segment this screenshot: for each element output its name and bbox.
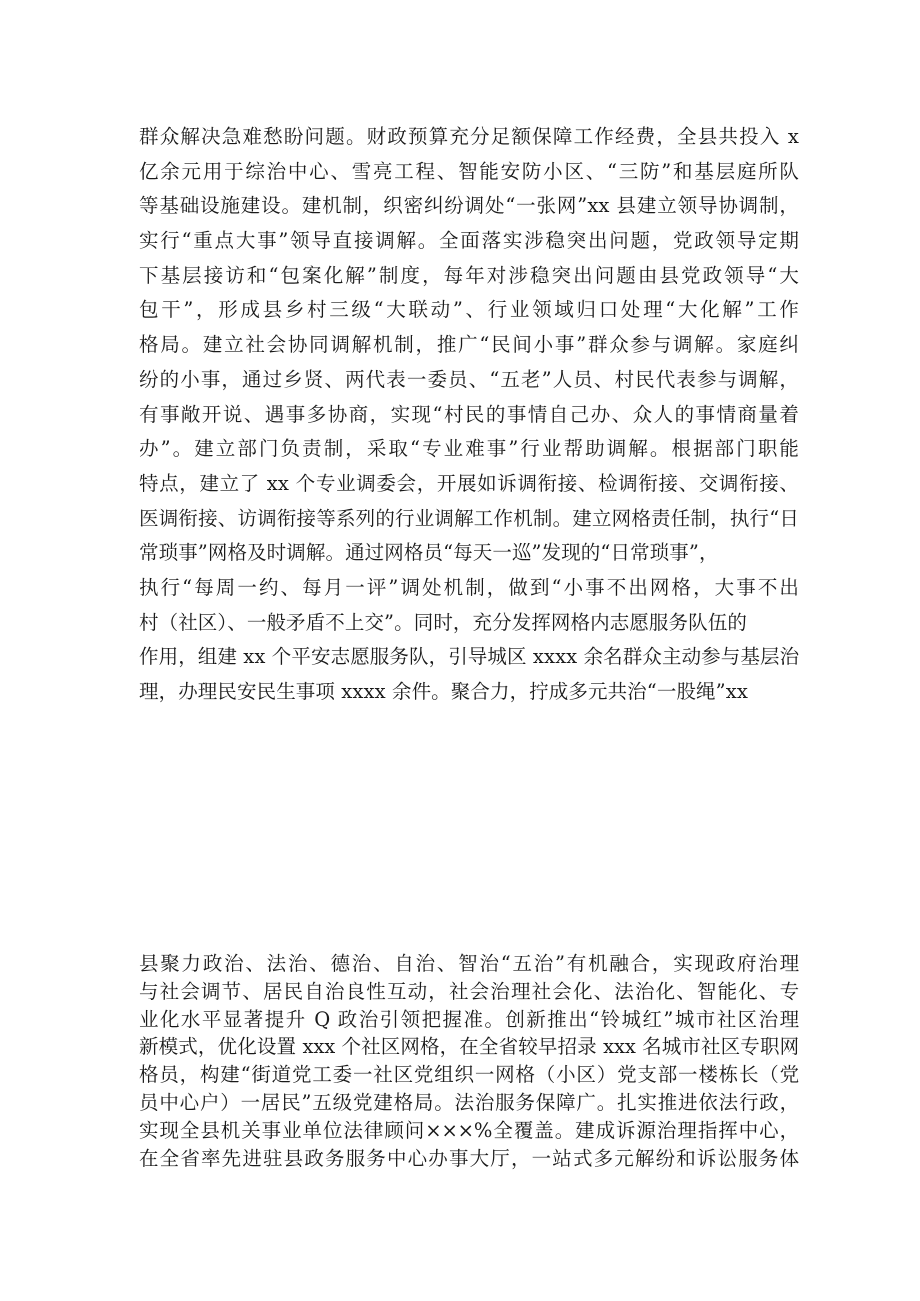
text-line: 实现全县机关事业单位法律顾问×××%全覆盖。建成诉源治理指挥中心， <box>139 1118 799 1142</box>
text-line: 在全省率先进驻县政务服务中心办事大厅，一站式多元解纷和诉讼服务体 <box>139 1146 799 1170</box>
text-line: 纷的小事，通过乡贤、两代表一委员、“五老”人员、村民代表参与调解， <box>139 367 799 391</box>
text-line: 包干”，形成县乡村三级“大联动”、行业领域归口处理“大化解”工作 <box>139 298 799 322</box>
text-line: 员中心户）一居民”五级党建格局。法治服务保障广。扎实推进依法行政， <box>139 1090 799 1114</box>
text-line: 业化水平显著提升 Q 政治引领把握准。创新推出“铃城红”城市社区治理 <box>139 1007 799 1031</box>
text-line: 常琐事”网格及时调解。通过网格员“每天一巡”发现的“日常琐事”， <box>139 541 719 565</box>
text-line: 等基础设施建设。建机制，织密纠纷调处“一张网”xx 县建立领导协调制， <box>139 194 799 218</box>
text-line: 医调衔接、访调衔接等系列的行业调解工作机制。建立网格责任制，执行“日 <box>139 506 799 530</box>
text-line: 实行“重点大事”领导直接调解。全面落实涉稳突出问题，党政领导定期 <box>139 229 799 253</box>
text-line: 新模式，优化设置 xxx 个社区网格，在全省较早招录 xxx 名城市社区专职网 <box>139 1035 799 1059</box>
text-line: 下基层接访和“包案化解”制度，每年对涉稳突出问题由县党政领导“大 <box>139 263 799 287</box>
text-line: 格员，构建“街道党工委一社区党组织一网格（小区）党支部一楼栋长（党 <box>139 1063 799 1087</box>
text-line: 执行“每周一约、每月一评”调处机制，做到“小事不出网格，大事不出 <box>139 575 799 599</box>
text-line: 县聚力政治、法治、德治、自治、智治“五治”有机融合，实现政府治理 <box>139 952 799 975</box>
text-line: 群众解决急难愁盼问题。财政预算充分足额保障工作经费，全县共投入 x <box>139 125 799 148</box>
text-line: 与社会调节、居民自治良性互动，社会治理社会化、法治化、智能化、专 <box>139 979 799 1003</box>
text-line: 格局。建立社会协同调解机制，推广“民间小事”群众参与调解。家庭纠 <box>139 333 799 357</box>
paragraph-part-2 <box>139 950 799 1172</box>
text-line: 亿余元用于综治中心、雪亮工程、智能安防小区、“三防”和基层庭所队 <box>139 159 799 183</box>
paragraph-part-1 <box>139 120 799 710</box>
text-line: 办”。建立部门负责制，采取“专业难事”行业帮助调解。根据部门职能 <box>139 437 799 461</box>
text-line: 村（社区）、一般矛盾不上交”。同时，充分发挥网格内志愿服务队伍的 <box>139 610 747 634</box>
text-line: 理，办理民安民生事项 xxxx 余件。聚合力，拧成多元共治“一股绳”xx <box>139 680 748 703</box>
text-line: 特点，建立了 xx 个专业调委会，开展如诉调衔接、检调衔接、交调衔接、 <box>139 471 799 495</box>
text-line: 有事敞开说、遇事多协商，实现“村民的事情自己办、众人的事情商量着 <box>139 402 799 426</box>
text-line: 作用，组建 xx 个平安志愿服务队，引导城区 xxxx 余名群众主动参与基层治 <box>139 645 800 669</box>
